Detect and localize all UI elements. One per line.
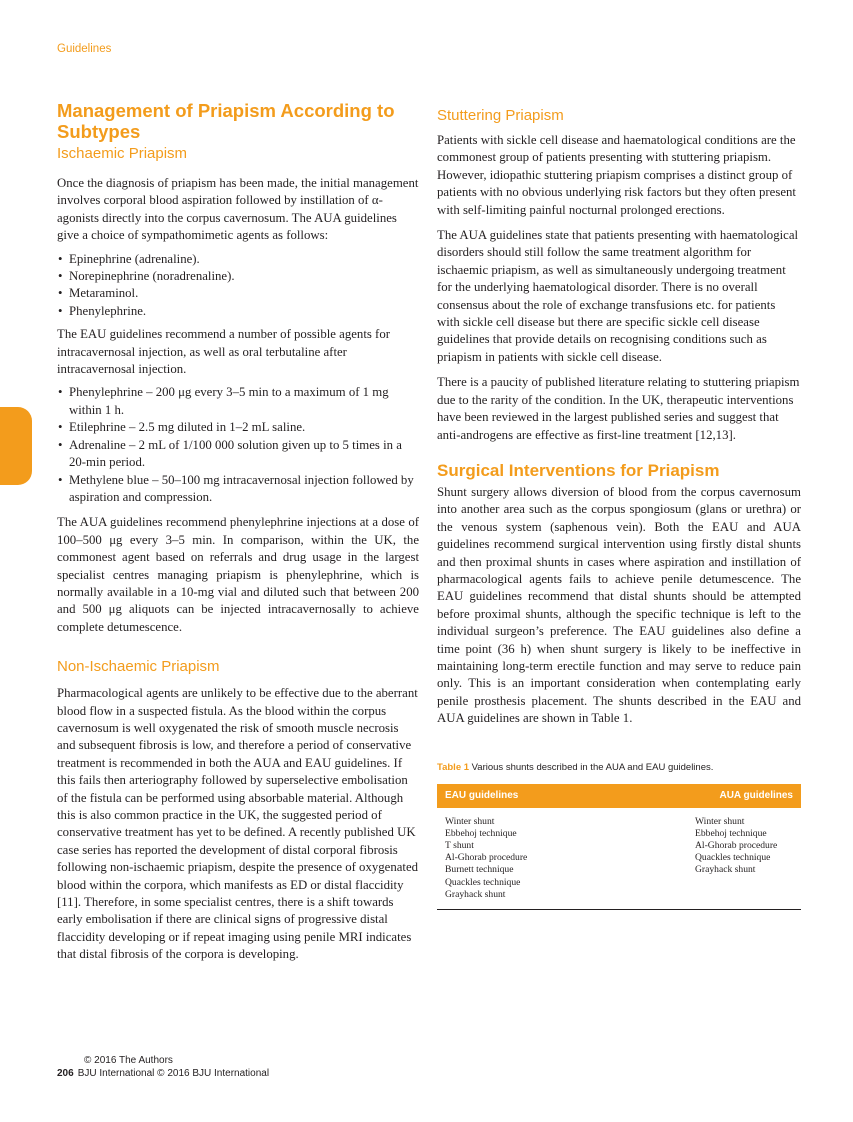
eau-intro: The EAU guidelines recommend a number of possible agents for intracavernosal injection, as well as oral terbutaline after intracavernosal injection. [57,327,390,377]
table-cell: Burnett technique [445,864,514,876]
table-caption-text: Various shunts described in the AUA and EAU guidelines. [471,761,714,773]
eau-shunts-column [445,816,527,901]
table-header [437,784,801,808]
table-cell: Quackles technique [445,876,521,888]
subheading-non-ischaemic: Non-Ischaemic Priapism [57,658,220,676]
table-cell: Al-Ghorab procedure [445,852,528,864]
right-column [437,107,801,910]
column-header-eau: EAU guidelines [445,790,519,802]
table-cell: Grayhack shunt [445,888,506,900]
table-cell: Quackles technique [695,852,771,864]
stuttering-p2: The AUA guidelines state that patients presenting with haematological disorders should still follow the same treatment algorithm for ischaemic priapism, as well as simultaneously undergoing treatment for the underlying haematological disorder. There is no overall consensus about the role of exchange transfusions etc. for patients with sickle cell disease but there are specific sickle cell disease guidelines that provide details on recognising conditions such as priapism in patients with sickle cell disease. [437,228,799,364]
list-item: • Metaraminol. [57,285,419,302]
list-item: • Adrenaline – 2 mL of 1/100 000 solution given up to 5 times in a 20-min period. [57,437,419,472]
table-cell: Ebbehoj technique [445,827,517,839]
list-item: • Etilephrine – 2.5 mg diluted in 1–2 mL saline. [57,419,419,436]
footer-journal-line [57,1067,269,1080]
ischaemic-closing: The AUA guidelines recommend phenylephrine injections at a dose of 100–500 μg every 3–5 min. In comparison, within the UK, the commonest agent based on referrals and drug usage in the largest specialist centres managing priapism is phenylephrine, which is normally available in a 10-mg vial and diluted such that between 200 and 500 μg aliquots can be injected intracavernosally to achieve complete detumescence. [57,515,419,634]
footer-copyright: © 2016 The Authors [84,1055,173,1066]
table-caption [437,762,801,774]
aua-shunts-column [695,816,793,901]
side-tab-marker [0,407,32,485]
stuttering-p3: There is a paucity of published literature relating to stuttering priapism due to the rarity of the condition. In the UK, therapeutic interventions have been reviewed in the largest published series and suggest that anti-androgens are effective as first-line treatment [12,13]. [437,375,800,442]
table-cell: Ebbehoj technique [695,827,767,839]
page-footer [57,1054,269,1080]
ischaemic-intro: Once the diagnosis of priapism has been made, the initial management involves corporal blood aspiration followed by instillation of α-agonists directly into the corpus cavernosum. The AUA guidelines give a choice of sympathomimetic agents as follows: [57,176,419,243]
column-header-aua: AUA guidelines [719,790,793,802]
footer-journal: BJU International © 2016 BJU International [77,1068,270,1079]
left-column [57,100,419,964]
table-cell: Al-Ghorab procedure [695,840,778,851]
section-heading-surgical: Surgical Interventions for Priapism [437,460,720,480]
list-item: • Phenylephrine – 200 μg every 3–5 min to a maximum of 1 mg within 1 h. [57,384,419,419]
subheading-stuttering: Stuttering Priapism [437,107,564,124]
table-cell: Winter shunt [695,815,745,827]
page-number: 206 [57,1068,74,1079]
surgical-body: Shunt surgery allows diversion of blood from the corpus cavernosum into another area such as the corpus spongiosum (glans or urethra) or the venous system (saphenous vein). Both the EAU and AUA guidelines recommend surgical intervention using firstly distal shunts and then proximal shunts in cases where aspiration and instillation of pharmacological agents fails to achieve penile detumescence. The EAU guidelines recommend that distal shunts should be attempted before proximal shunts, although the specific technique is left to the individual surgeon’s preference. The EAU guidelines also define a time point (36 h) when shunt surgery is likely to be ineffective in maintaining long-term erectile function and may serve to reduce pain only. This is an important consideration when contemplating early penile prosthesis placement. The shunts described in the EAU and AUA guidelines are shown in Table 1. [437,484,801,726]
section-heading-management: Management of Priapism According to Subtypes [57,100,395,142]
table-cell: T shunt [445,840,474,851]
non-ischaemic-body: Pharmacological agents are unlikely to be effective due to the aberrant blood flow in a suspected fistula. As the blood within the corpus cavernosum is well oxygenated the risk of smooth muscle necrosis and subsequent fibrosis is low, and therefore a period of conservative treatment is recommended in both the AUA and EAU guidelines. If this fails then arteriography followed by superselective embolisation of the fistula can be performed using absorbable material. Although this is also common practice in the UK, the suggested period of conservative treatment has yet to be defined. A recently published UK case series has reported the development of distal corporal fibrosis following non-ischaemic priapism, despite the presence of oxygenated blood within the corpora, which manifests as ED or distal flaccidity [11]. Therefore, in some specialist centres, there is a shift towards early embolisation if there are clinical signs of progressive distal flaccidity developing or if repeat imaging using penile MRI indicates that distal fibrosis of the corpora is developing. [57,686,419,962]
eau-agents-list [57,384,419,506]
list-item: • Phenylephrine. [57,303,419,320]
running-head: Guidelines [57,43,112,55]
table-1 [437,762,801,910]
list-item: • Epinephrine (adrenaline). [57,251,419,268]
list-item: • Methylene blue – 50–100 mg intracavernosal injection followed by aspiration and compression. [57,472,419,507]
table-caption-label: Table 1 [437,761,470,773]
table-cell: Grayhack shunt [695,864,756,876]
stuttering-p1: Patients with sickle cell disease and haematological conditions are the commonest group of patients presenting with stuttering priapism. However, idiopathic stuttering priapism comprises a distinct group of patients with no obvious underlying risk factors but they often present with self-limiting painful nocturnal prolonged erections. [437,133,796,217]
table-cell: Winter shunt [445,815,495,827]
list-item: • Norepinephrine (noradrenaline). [57,268,419,285]
aua-agents-list [57,251,419,321]
shunts-table [437,784,801,910]
table-body [437,808,801,909]
subheading-ischaemic: Ischaemic Priapism [57,145,188,162]
